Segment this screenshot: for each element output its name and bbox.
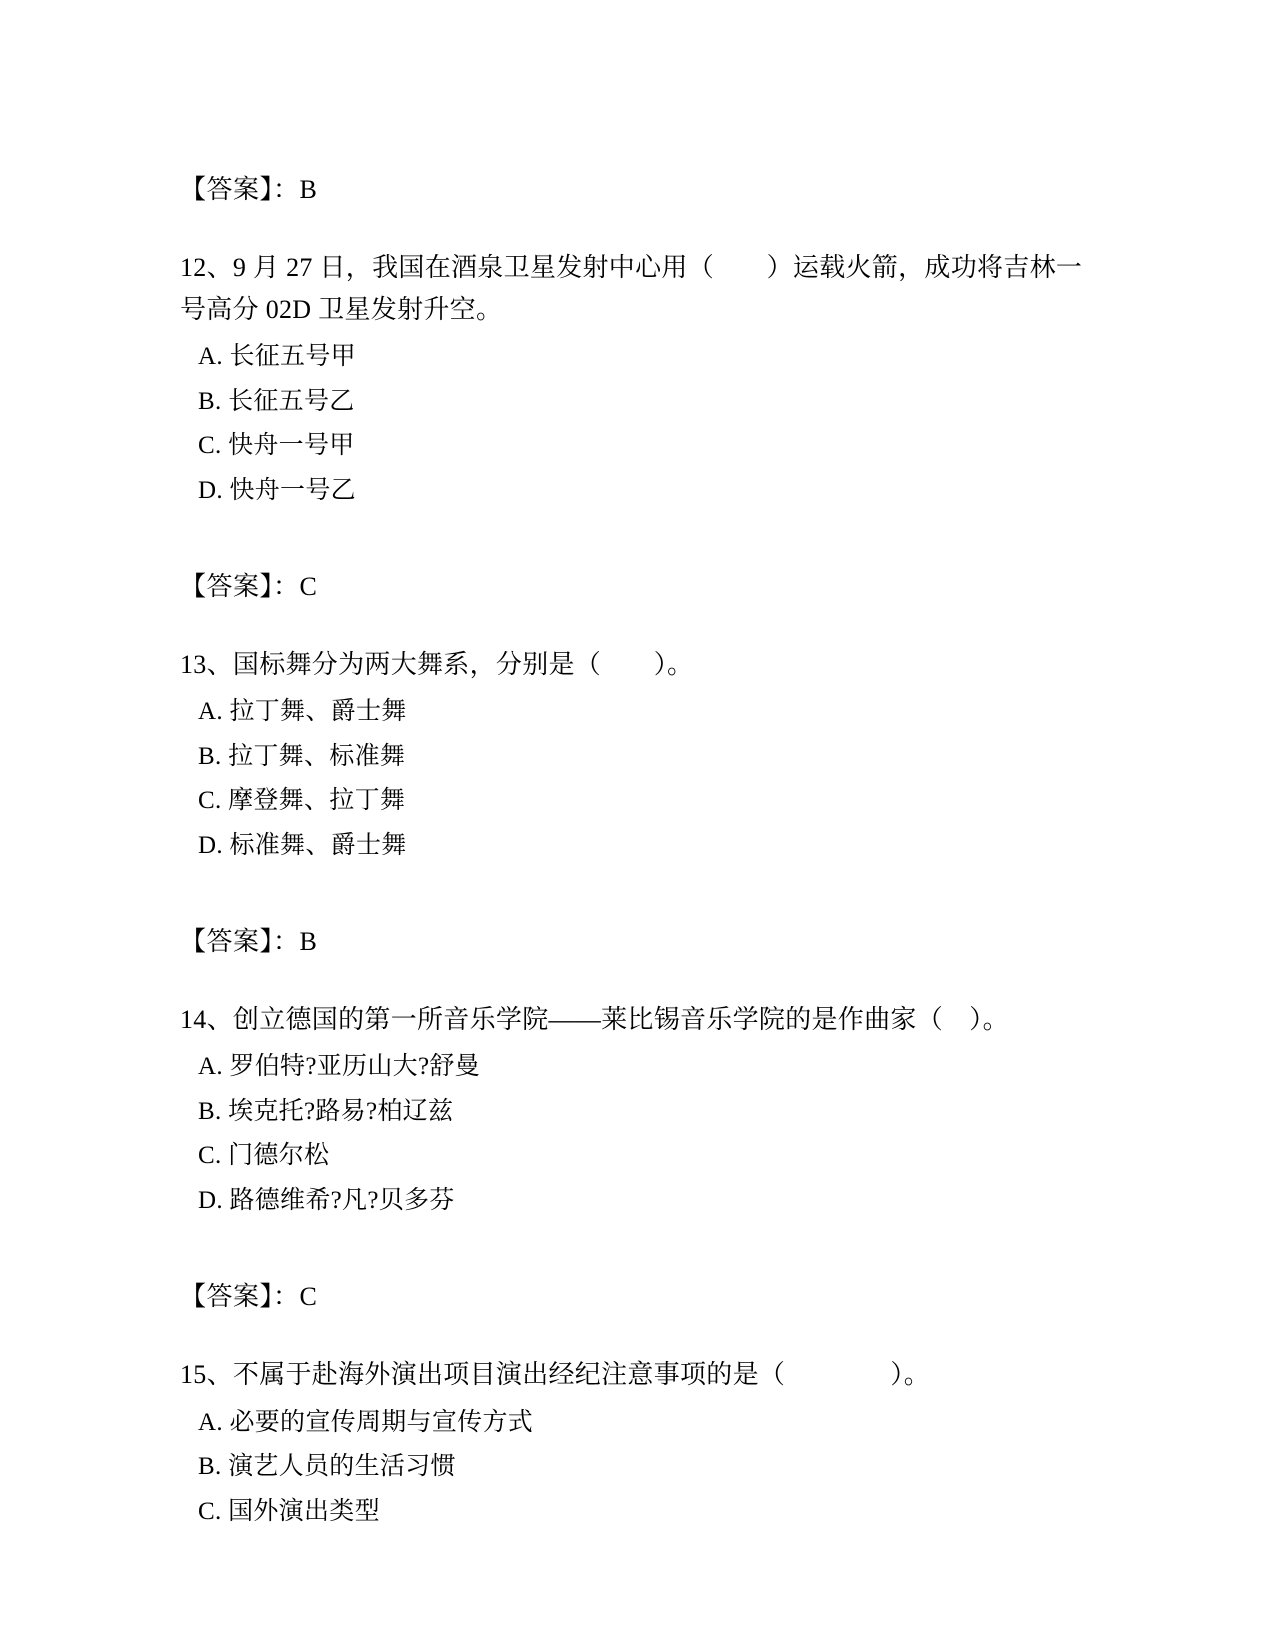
question-option: C. 摩登舞、拉丁舞 bbox=[198, 787, 406, 815]
question-option: C. 门德尔松 bbox=[198, 1142, 330, 1170]
question-stem: 12、9 月 27 日，我国在酒泉卫星发射中心用（ ）运载火箭，成功将吉林一号高分 02D 卫星发射升空。 bbox=[180, 253, 1083, 325]
document-content bbox=[180, 170, 1095, 1532]
question-stem: 14、创立德国的第一所音乐学院——莱比锡音乐学院的是作曲家（ ）。 bbox=[180, 1005, 1009, 1035]
answer-line: 【答案】：B bbox=[180, 927, 318, 957]
question-option: C. 国外演出类型 bbox=[198, 1497, 380, 1525]
question-option: B. 演艺人员的生活习惯 bbox=[198, 1453, 456, 1481]
question-option: D. 标准舞、爵士舞 bbox=[198, 831, 407, 859]
question-option: A. 拉丁舞、爵士舞 bbox=[198, 698, 407, 726]
question-option: B. 拉丁舞、标准舞 bbox=[198, 742, 406, 770]
question-option: A. 罗伯特?亚历山大?舒曼 bbox=[198, 1053, 480, 1081]
spacer bbox=[180, 896, 1095, 922]
answer-line: 【答案】：B bbox=[180, 175, 318, 204]
question-block bbox=[180, 1354, 1095, 1532]
question-block bbox=[180, 247, 1095, 511]
question-stem: 13、国标舞分为两大舞系，分别是（ ）。 bbox=[180, 650, 694, 680]
question-option: A. 必要的宣传周期与宣传方式 bbox=[198, 1408, 534, 1436]
question-option: D. 路德维希?凡?贝多芬 bbox=[198, 1186, 455, 1214]
spacer bbox=[180, 1251, 1095, 1277]
answer-line: 【答案】：C bbox=[180, 572, 318, 602]
question-option: B. 埃克托?路易?柏辽兹 bbox=[198, 1097, 454, 1125]
question-option: D. 快舟一号乙 bbox=[198, 476, 356, 504]
question-stem: 15、不属于赴海外演出项目演出经纪注意事项的是（ ）。 bbox=[180, 1360, 931, 1390]
question-option: C. 快舟一号甲 bbox=[198, 432, 355, 460]
answer-line: 【答案】：C bbox=[180, 1282, 318, 1312]
question-option: B. 长征五号乙 bbox=[198, 387, 355, 415]
question-option: A. 长征五号甲 bbox=[198, 343, 356, 371]
question-block bbox=[180, 999, 1095, 1221]
spacer bbox=[180, 541, 1095, 567]
question-block bbox=[180, 644, 1095, 866]
